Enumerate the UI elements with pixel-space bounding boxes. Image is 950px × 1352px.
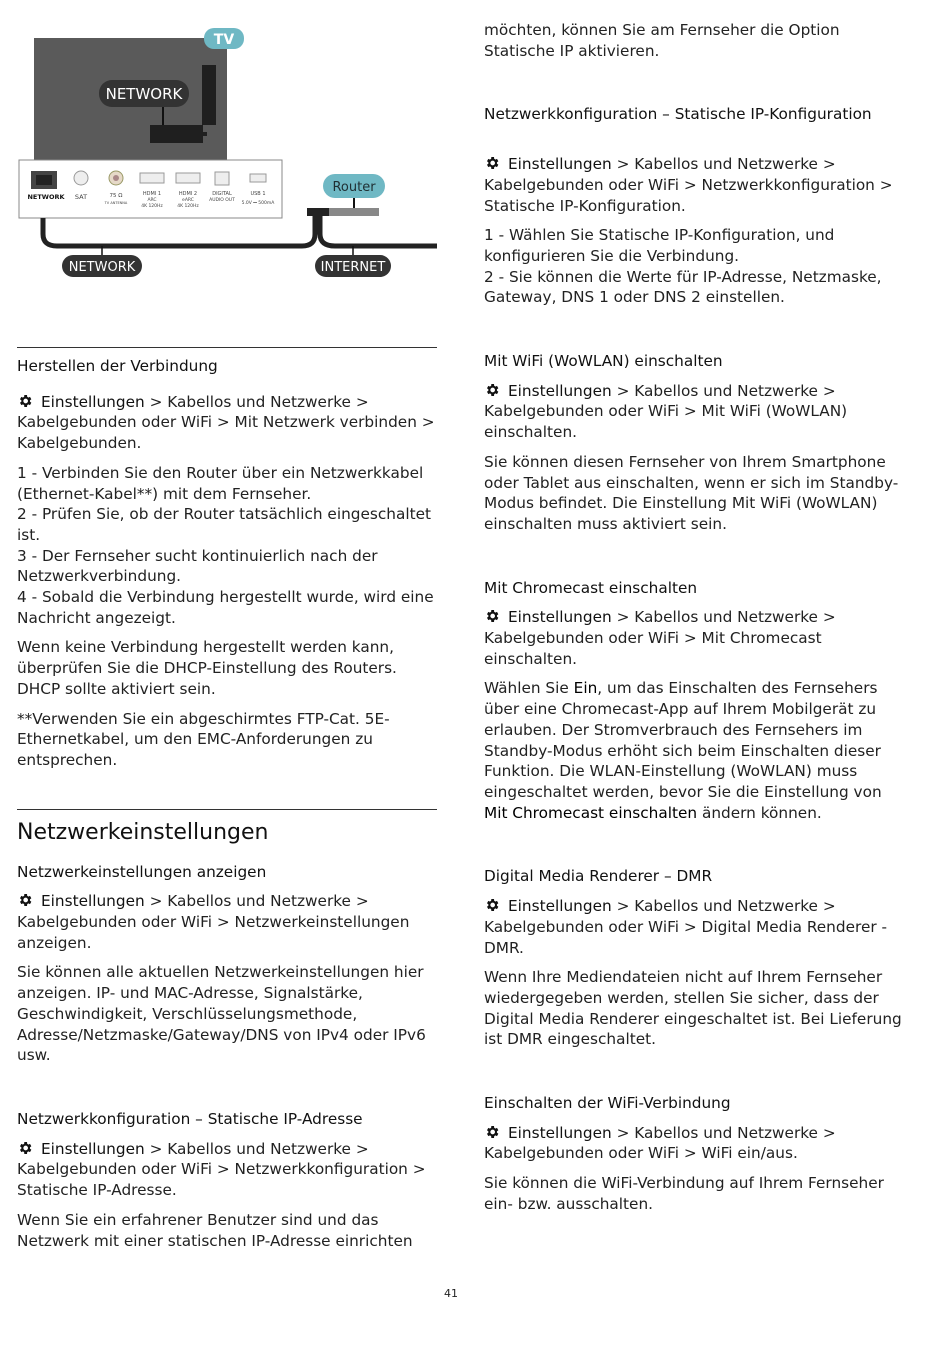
tv-badge-label: TV — [213, 32, 235, 48]
settings-path-rest: > Kabellos und Netzwerke > Kabelgebunden oder WiFi > Mit Netzwerk verbinden > Kabelgebunden. — [17, 392, 435, 453]
port-sub-hdmi2: eARC — [182, 198, 194, 203]
divider — [17, 809, 437, 810]
port-sub-usb: 5.0V ⎓ 500mA — [241, 201, 275, 206]
step-3: 3 - Der Fernseher sucht kontinuierlich nach der Netzwerkverbindung. — [17, 546, 378, 586]
settings-path-chromecast — [484, 607, 909, 669]
heading-static-ip: Netzwerkkonfiguration – Statische IP-Adresse — [17, 1109, 363, 1128]
text-run: ändern können. — [697, 803, 822, 822]
text-run: Wählen Sie — [484, 679, 574, 698]
router-badge-label: Router — [332, 180, 376, 195]
settings-path-connect — [17, 392, 437, 454]
port-label-hdmi2: HDMI 2 — [178, 191, 198, 197]
paragraph-wowlan: Sie können diesen Fernseher von Ihrem Smartphone oder Tablet aus einschalten, wenn er sich im Standby-Modus befindet. Die Einstellung Mit WiFi (WoWLAN) einschalten muss aktiviert sein. — [484, 452, 899, 533]
port-label-hdmi1: HDMI 1 — [142, 191, 162, 197]
gear-icon — [484, 897, 500, 913]
paragraph-dmr: Wenn Ihre Mediendateien nicht auf Ihrem Fernseher wiedergegeben werden, stellen Sie sicher, dass der Digital Media Renderer eingeschaltet ist. Bei Lieferung ist DMR eingeschaltet. — [484, 968, 902, 1049]
settings-path-wifi — [484, 1123, 909, 1164]
settings-path-rest: > Kabellos und Netzwerke > Kabelgebunden oder WiFi > Digital Media Renderer - DMR. — [484, 897, 888, 957]
gear-icon — [484, 155, 500, 171]
network-label-top: NETWORK — [105, 85, 183, 103]
settings-path-rest: > Kabellos und Netzwerke > Kabelgebunden oder WiFi > Netzwerkkonfiguration > Statische IP-Adresse. — [17, 1139, 426, 1200]
gear-icon — [484, 382, 500, 398]
port-sub-digital: AUDIO OUT — [209, 198, 235, 203]
port-label-antenna: 75 Ω — [109, 193, 123, 199]
settings-link[interactable]: Einstellungen — [508, 381, 612, 400]
gear-icon — [17, 393, 33, 409]
port-sub2-hdmi2: 4K 120Hz — [177, 204, 199, 209]
step-2: 2 - Sie können die Werte für IP-Adresse, Netzmaske, Gateway, DNS 1 oder DNS 2 einstellen. — [484, 267, 882, 307]
port-sub-antenna: TV ANTENNA — [104, 201, 128, 205]
gear-icon — [484, 608, 500, 624]
internet-label: INTERNET — [320, 260, 386, 275]
gear-icon — [17, 892, 33, 908]
port-sub2-hdmi1: 4K 120Hz — [141, 204, 163, 209]
settings-path-rest: > Kabellos und Netzwerke > Kabelgebunden oder WiFi > WiFi ein/aus. — [484, 1123, 836, 1163]
step-1: 1 - Verbinden Sie den Router über ein Netzwerkkabel (Ethernet-Kabel**) mit dem Fernseher. — [17, 463, 424, 503]
gear-icon — [17, 1140, 33, 1156]
port-sub-hdmi1: ARC — [147, 198, 157, 203]
right-column — [484, 0, 909, 1215]
settings-link[interactable]: Einstellungen — [508, 897, 612, 916]
left-column — [17, 0, 437, 1251]
settings-link[interactable]: Einstellungen — [41, 1139, 145, 1158]
step-2: 2 - Prüfen Sie, ob der Router tatsächlich eingeschaltet ist. — [17, 505, 431, 544]
heading-dmr: Digital Media Renderer – DMR — [484, 867, 713, 886]
option-ein: Ein — [573, 679, 598, 698]
step-4: 4 - Sobald die Verbindung hergestellt wurde, wird eine Nachricht angezeigt. — [17, 588, 434, 627]
heading-static-config: Netzwerkkonfiguration – Statische IP-Konfiguration — [484, 105, 872, 124]
settings-path-static-ip — [17, 1139, 437, 1201]
paragraph-continued: möchten, können Sie am Fernseher die Option Statische IP aktivieren. — [484, 21, 840, 60]
port-label-digital: DIGITAL — [212, 191, 232, 197]
paragraph-cable-note: **Verwenden Sie ein abgeschirmtes FTP-Cat. 5E-Ethernetkabel, um den EMC-Anforderungen zu entsprechen. — [17, 709, 390, 769]
paragraph-static-ip: Wenn Sie ein erfahrener Benutzer sind und das Netzwerk mit einer statischen IP-Adresse einrichten — [17, 1210, 413, 1250]
heading-wifi: Einschalten der WiFi-Verbindung — [484, 1094, 731, 1113]
heading-connect: Herstellen der Verbindung — [17, 357, 218, 375]
network-label-bottom: NETWORK — [68, 260, 136, 275]
settings-link[interactable]: Einstellungen — [508, 608, 612, 627]
settings-link[interactable]: Einstellungen — [508, 155, 612, 174]
settings-path-rest: > Kabellos und Netzwerke > Kabelgebunden oder WiFi > Netzwerkkonfiguration > Statische IP-Konfiguration. — [484, 155, 893, 215]
paragraph-view: Sie können alle aktuellen Netzwerkeinstellungen hier anzeigen. IP- und MAC-Adresse, Signalstärke, Geschwindigkeit, Verschlüsselungsmethode, Adresse/Netzmaske/Gateway/DNS von IPv4 oder IPv6 usw. — [17, 963, 426, 1065]
settings-path-rest: > Kabellos und Netzwerke > Kabelgebunden oder WiFi > Mit WiFi (WoWLAN) einschalten. — [484, 381, 848, 442]
settings-link[interactable]: Einstellungen — [41, 892, 145, 911]
settings-path-rest: > Kabellos und Netzwerke > Kabelgebunden oder WiFi > Mit Chromecast einschalten. — [484, 608, 836, 668]
gear-icon — [484, 1124, 500, 1140]
settings-path-static-config — [484, 154, 909, 216]
port-label-sat: SAT — [74, 193, 88, 201]
option-chromecast: Mit Chromecast einschalten — [484, 803, 698, 822]
settings-link[interactable]: Einstellungen — [508, 1123, 612, 1142]
paragraph-wifi: Sie können die WiFi-Verbindung auf Ihrem Fernseher ein- bzw. ausschalten. — [484, 1174, 884, 1213]
text-run: , um das Einschalten des Fernsehers über eine Chromecast-App auf Ihrem Mobilgerät zu erlauben. Der Stromverbrauch des Fernsehers im Standby-Modus erhöht sich beim Einschalten dieser Funktion. Die WLAN-Einstellung (WoWLAN) muss eingeschaltet werden, bevor Sie die Einstellung von — [484, 679, 882, 801]
paragraph-dhcp: Wenn keine Verbindung hergestellt werden kann, überprüfen Sie die DHCP-Einstellung des Routers. DHCP sollte aktiviert sein. — [17, 638, 397, 698]
section-title: Netzwerkeinstellungen — [17, 819, 269, 845]
page-number: 41 — [444, 1287, 458, 1300]
paragraph-chromecast — [484, 678, 909, 823]
settings-path-dmr — [484, 896, 909, 958]
step-1: 1 - Wählen Sie Statische IP-Konfiguration, und konfigurieren Sie die Verbindung. — [484, 226, 835, 265]
port-label-usb: USB 1 — [250, 191, 266, 197]
heading-view-settings: Netzwerkeinstellungen anzeigen — [17, 862, 267, 881]
heading-chromecast: Mit Chromecast einschalten — [484, 578, 698, 597]
heading-wowlan: Mit WiFi (WoWLAN) einschalten — [484, 352, 723, 371]
settings-link[interactable]: Einstellungen — [41, 392, 145, 411]
settings-path-wowlan — [484, 381, 909, 443]
settings-path-view — [17, 891, 437, 953]
divider — [17, 347, 437, 348]
settings-path-rest: > Kabellos und Netzwerke > Kabelgebunden oder WiFi > Netzwerkeinstellungen anzeigen. — [17, 892, 410, 952]
port-label-network: NETWORK — [27, 193, 65, 201]
